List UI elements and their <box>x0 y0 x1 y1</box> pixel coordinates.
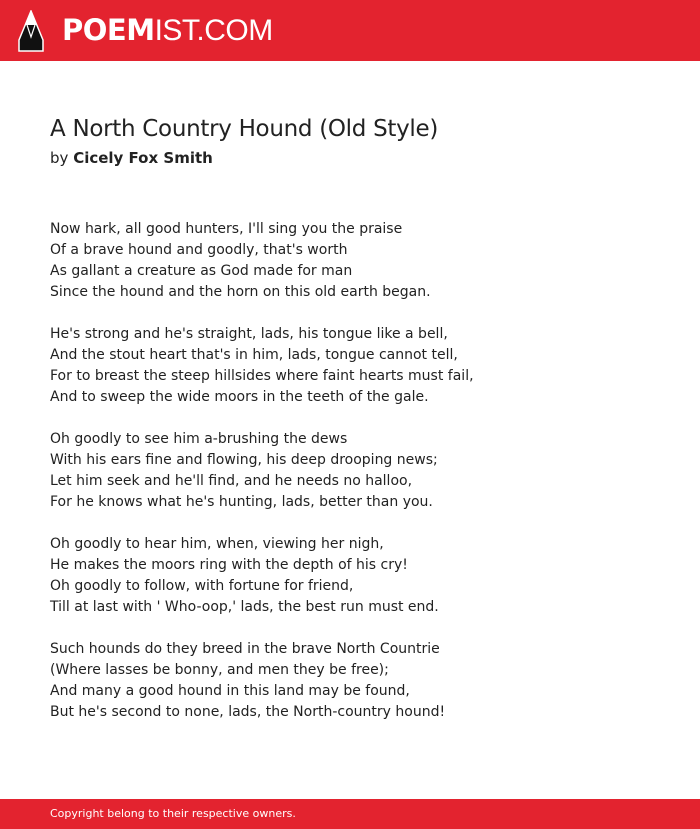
copyright-text: Copyright belong to their respective owners. <box>50 807 296 820</box>
poem-line: Oh goodly to follow, with fortune for friend, <box>50 578 354 594</box>
poem-line: And the stout heart that's in him, lads, tongue cannot tell, <box>50 347 458 363</box>
poem-line: Of a brave hound and goodly, that's worth <box>50 242 348 258</box>
stanza <box>50 534 670 618</box>
poem-line: He makes the moors ring with the depth of his cry! <box>50 557 408 573</box>
stanza <box>50 219 670 303</box>
by-label: by <box>50 149 69 167</box>
stanza <box>50 324 670 408</box>
site-header <box>0 0 700 61</box>
poem-line: Let him seek and he'll find, and he needs no halloo, <box>50 473 413 489</box>
poem-line: (Where lasses be bonny, and men they be free); <box>50 662 389 678</box>
site-logo[interactable] <box>62 12 273 48</box>
stanza <box>50 639 670 723</box>
poem-line: And many a good hound in this land may be found, <box>50 683 410 699</box>
logo-text-light: IST.COM <box>154 14 273 47</box>
poem-line: Since the hound and the horn on this old earth began. <box>50 284 431 300</box>
pencil-tip-icon[interactable] <box>18 10 44 52</box>
poem-line: With his ears fine and flowing, his deep drooping news; <box>50 452 438 468</box>
poem-line: As gallant a creature as God made for man <box>50 263 353 279</box>
poem-line: But he's second to none, lads, the North-country hound! <box>50 704 446 720</box>
poem-line: Oh goodly to hear him, when, viewing her nigh, <box>50 536 384 552</box>
author-name[interactable]: Cicely Fox Smith <box>73 149 213 167</box>
site-footer <box>0 799 700 829</box>
poem-line: Oh goodly to see him a-brushing the dews <box>50 431 348 447</box>
poem-line: Such hounds do they breed in the brave North Countrie <box>50 641 440 657</box>
poem-line: For to breast the steep hillsides where faint hearts must fail, <box>50 368 474 384</box>
poem-line: He's strong and he's straight, lads, his tongue like a bell, <box>50 326 448 342</box>
poem-line: Now hark, all good hunters, I'll sing you the praise <box>50 221 403 237</box>
logo-text-bold: POEM <box>62 13 155 47</box>
stanza <box>50 429 670 513</box>
poem-title: A North Country Hound (Old Style) <box>50 116 439 142</box>
poem-body <box>50 219 670 744</box>
poem-line: Till at last with ' Who-oop,' lads, the best run must end. <box>50 599 439 615</box>
poem-line: For he knows what he's hunting, lads, better than you. <box>50 494 433 510</box>
poem-line: And to sweep the wide moors in the teeth of the gale. <box>50 389 429 405</box>
byline <box>50 149 213 167</box>
